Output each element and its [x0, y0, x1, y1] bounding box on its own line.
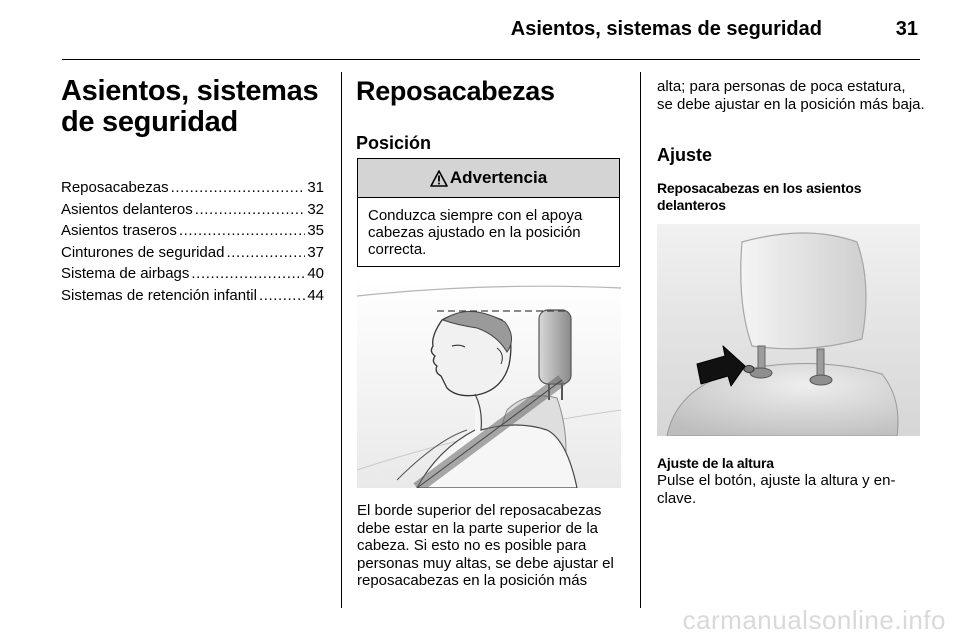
section-title: Reposacabezas [356, 76, 555, 106]
toc-item-page: 31 [307, 179, 324, 196]
warning-header [358, 159, 619, 198]
column-separator-1 [341, 72, 342, 608]
warning-box [357, 158, 620, 267]
toc-item[interactable] [61, 242, 324, 264]
warning-text: Conduzca siempre con el apoya cabezas ajustado en la posición correcta. [368, 207, 583, 258]
warning-triangle-icon [430, 170, 448, 187]
toc-item[interactable] [61, 285, 324, 307]
column-separator-2 [640, 72, 641, 608]
table-of-contents [61, 177, 324, 307]
running-header-title: Asientos, sistemas de seguridad [510, 18, 822, 40]
paragraph-headrest-continued: alta; para personas de poca estatura, se debe ajustar en la posición más baja. [657, 78, 925, 113]
watermark-text: carmanualsonline.info [682, 605, 946, 635]
warning-title: Advertencia [449, 168, 548, 187]
toc-leader [179, 220, 305, 242]
toc-item[interactable] [61, 177, 324, 199]
toc-leader [259, 285, 305, 307]
toc-item-label: Asientos traseros [61, 222, 177, 240]
chapter-title: Asientos, sistemas de seguridad [61, 75, 319, 138]
page-number: 31 [895, 18, 918, 40]
toc-item-page: 32 [307, 200, 324, 218]
adjust-section-title: Ajuste [657, 145, 713, 165]
toc-item[interactable] [61, 220, 324, 242]
height-adjust-text: Pulse el botón, ajuste la altura y en- clave. [657, 472, 896, 507]
toc-leader [171, 177, 306, 199]
toc-item[interactable] [61, 263, 324, 285]
toc-item[interactable] [61, 199, 324, 221]
toc-item-label: Asientos delanteros [61, 200, 193, 218]
toc-leader [191, 263, 305, 285]
subsection-title: Posición [356, 133, 432, 153]
headrest-adjust-button-illustration [657, 224, 920, 436]
height-adjust-title: Ajuste de la altura [657, 455, 774, 471]
toc-item-page: 37 [307, 243, 324, 261]
paragraph-headrest-top-edge: El borde superior del reposacabezas debe estar en la parte superior de la cabeza. Si esto no es posible para personas muy altas, se debe ajustar el reposacabezas en la posición más [357, 502, 614, 589]
toc-item-label: Sistemas de retención infantil [61, 286, 257, 304]
toc-leader [195, 199, 306, 221]
header-rule [62, 59, 920, 60]
toc-item-label: Reposacabezas [61, 179, 169, 196]
toc-item-page: 35 [307, 222, 324, 240]
toc-item-page: 44 [307, 286, 324, 304]
toc-item-page: 40 [307, 265, 324, 283]
toc-item-label: Sistema de airbags [61, 265, 190, 283]
toc-leader [226, 242, 305, 264]
toc-item-label: Cinturones de seguridad [61, 243, 225, 261]
head-restraint-position-illustration [357, 280, 621, 488]
front-seat-headrest-subtitle: Reposacabezas en los asientos delanteros [657, 180, 862, 213]
